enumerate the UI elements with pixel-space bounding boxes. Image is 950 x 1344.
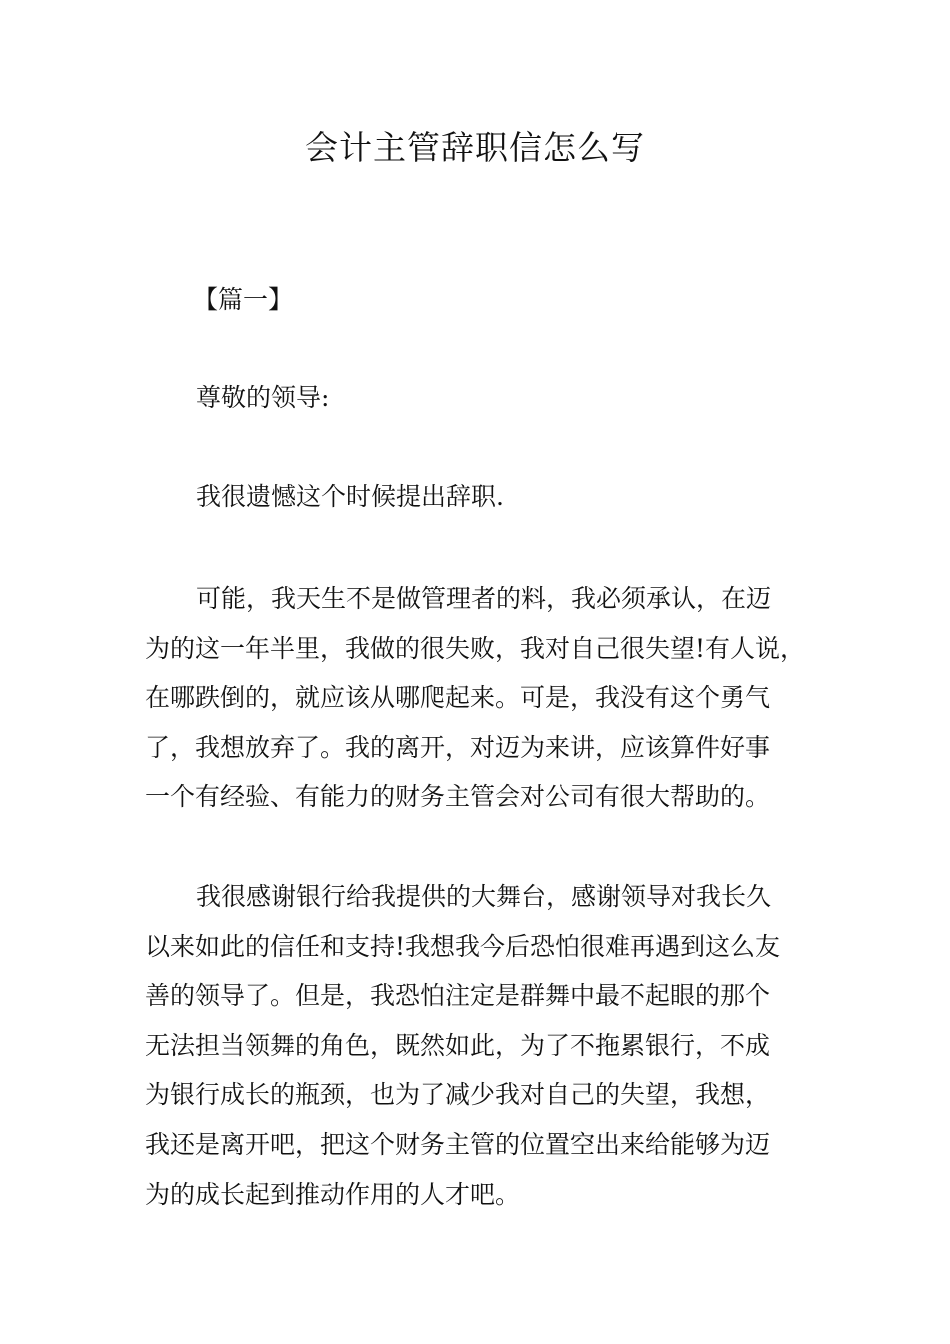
paragraph-line: 了，我想放弃了。我的离开，对迈为来讲，应该算件好事 <box>145 732 771 762</box>
paragraph-line: 为银行成长的瓶颈，也为了减少我对自己的失望，我想， <box>145 1080 771 1110</box>
paragraph-line: 一个有经验、有能力的财务主管会对公司有很大帮助的。 <box>145 782 771 812</box>
document-title: 会计主管辞职信怎么写 <box>305 128 645 167</box>
paragraph-1 <box>145 472 825 522</box>
paragraph-3 <box>145 872 825 1219</box>
paragraph-line: 我很遗憾这个时候提出辞职. <box>196 482 504 511</box>
section-label: 【篇一】 <box>193 285 294 314</box>
paragraph-line: 在哪跌倒的，就应该从哪爬起来。可是，我没有这个勇气 <box>145 683 771 713</box>
paragraph-line: 可能，我天生不是做管理者的料，我必须承认，在迈 <box>196 584 772 613</box>
paragraph-line: 我还是离开吧，把这个财务主管的位置空出来给能够为迈 <box>145 1129 771 1159</box>
paragraph-line: 善的领导了。但是，我恐怕注定是群舞中最不起眼的那个 <box>145 981 771 1011</box>
paragraph-line: 无法担当领舞的角色，既然如此，为了不拖累银行，不成 <box>145 1030 771 1060</box>
paragraph-2 <box>145 574 825 822</box>
salutation: 尊敬的领导: <box>196 383 330 412</box>
paragraph-line: 我很感谢银行给我提供的大舞台，感谢领导对我长久 <box>196 882 772 911</box>
paragraph-line: 为的这一年半里，我做的很失败，我对自己很失望!有人说， <box>145 633 806 663</box>
paragraph-line: 为的成长起到推动作用的人才吧。 <box>145 1179 521 1209</box>
paragraph-line: 以来如此的信任和支持!我想我今后恐怕很难再遇到这么友 <box>145 931 781 961</box>
